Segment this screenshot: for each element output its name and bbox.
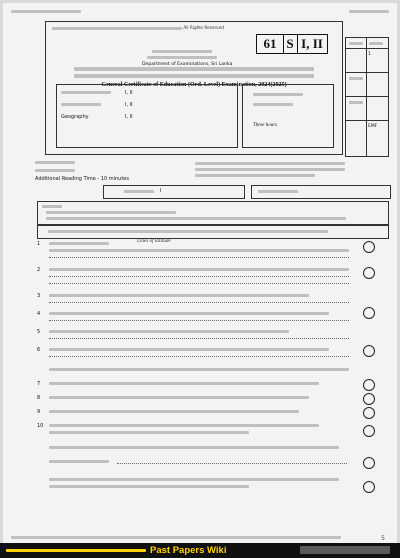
page-top-line bbox=[11, 7, 389, 17]
copyright-line: All Rights Reserved bbox=[52, 25, 224, 30]
marks-row-4-value: EMF bbox=[368, 124, 378, 129]
subject-part-tamil: I, II bbox=[125, 102, 133, 108]
time-box bbox=[242, 84, 334, 148]
marks-row-1-value: 1 bbox=[368, 52, 371, 57]
mark-circle bbox=[363, 393, 375, 405]
mark-circle bbox=[363, 425, 375, 437]
exam-header bbox=[45, 21, 343, 155]
mark-circle bbox=[363, 345, 375, 357]
mark-circle bbox=[363, 481, 375, 493]
paper-code-number: 61 bbox=[257, 35, 284, 53]
exam-page bbox=[3, 3, 397, 555]
subject-part-sinhala: I, II bbox=[125, 90, 133, 96]
top-right-text-placeholder bbox=[349, 10, 389, 13]
paper-code-box bbox=[256, 34, 328, 54]
mark-circle bbox=[363, 379, 375, 391]
reading-time-value: - 10 minutes bbox=[97, 176, 129, 182]
instructions-box bbox=[37, 201, 389, 225]
answer-text: Lines of latitude bbox=[137, 238, 171, 244]
answers-body: 1 Lines of latitude 2 3 4 5 6 7 8 9 10 bbox=[37, 241, 387, 523]
section-instruction bbox=[37, 225, 389, 239]
exam-title-block: General Certificate of Education (Ord. Level) Examination, 2024(2025) bbox=[56, 66, 332, 89]
mark-circle bbox=[363, 407, 375, 419]
subject-box bbox=[56, 84, 238, 148]
department-block: Department of Examinations, Sri Lanka bbox=[142, 50, 222, 67]
banner-brand[interactable]: Past Papers Wiki bbox=[150, 545, 227, 556]
mark-circle bbox=[363, 241, 375, 253]
paper-number: I bbox=[160, 188, 162, 194]
banner-tail-text bbox=[300, 546, 390, 554]
reading-time-instructions bbox=[195, 159, 355, 177]
index-number-box bbox=[251, 185, 391, 199]
mark-circle bbox=[363, 267, 375, 279]
marks-summary-table bbox=[345, 37, 389, 157]
page-number: 5 bbox=[381, 535, 385, 542]
exam-duration: Three hours bbox=[253, 123, 278, 128]
mark-circle bbox=[363, 307, 375, 319]
paper-code-letter: S bbox=[283, 35, 298, 53]
subject-part-english: I, II bbox=[125, 114, 133, 120]
reading-time-label: Additional Reading Time bbox=[35, 176, 96, 182]
top-left-text-placeholder bbox=[11, 10, 81, 13]
download-banner[interactable] bbox=[0, 543, 400, 558]
paper-label-box bbox=[103, 185, 245, 199]
subject-name-english: Geography bbox=[61, 114, 89, 120]
paper-code-part: I, II bbox=[301, 36, 323, 51]
time-allocation bbox=[35, 159, 129, 183]
mark-circle bbox=[363, 457, 375, 469]
